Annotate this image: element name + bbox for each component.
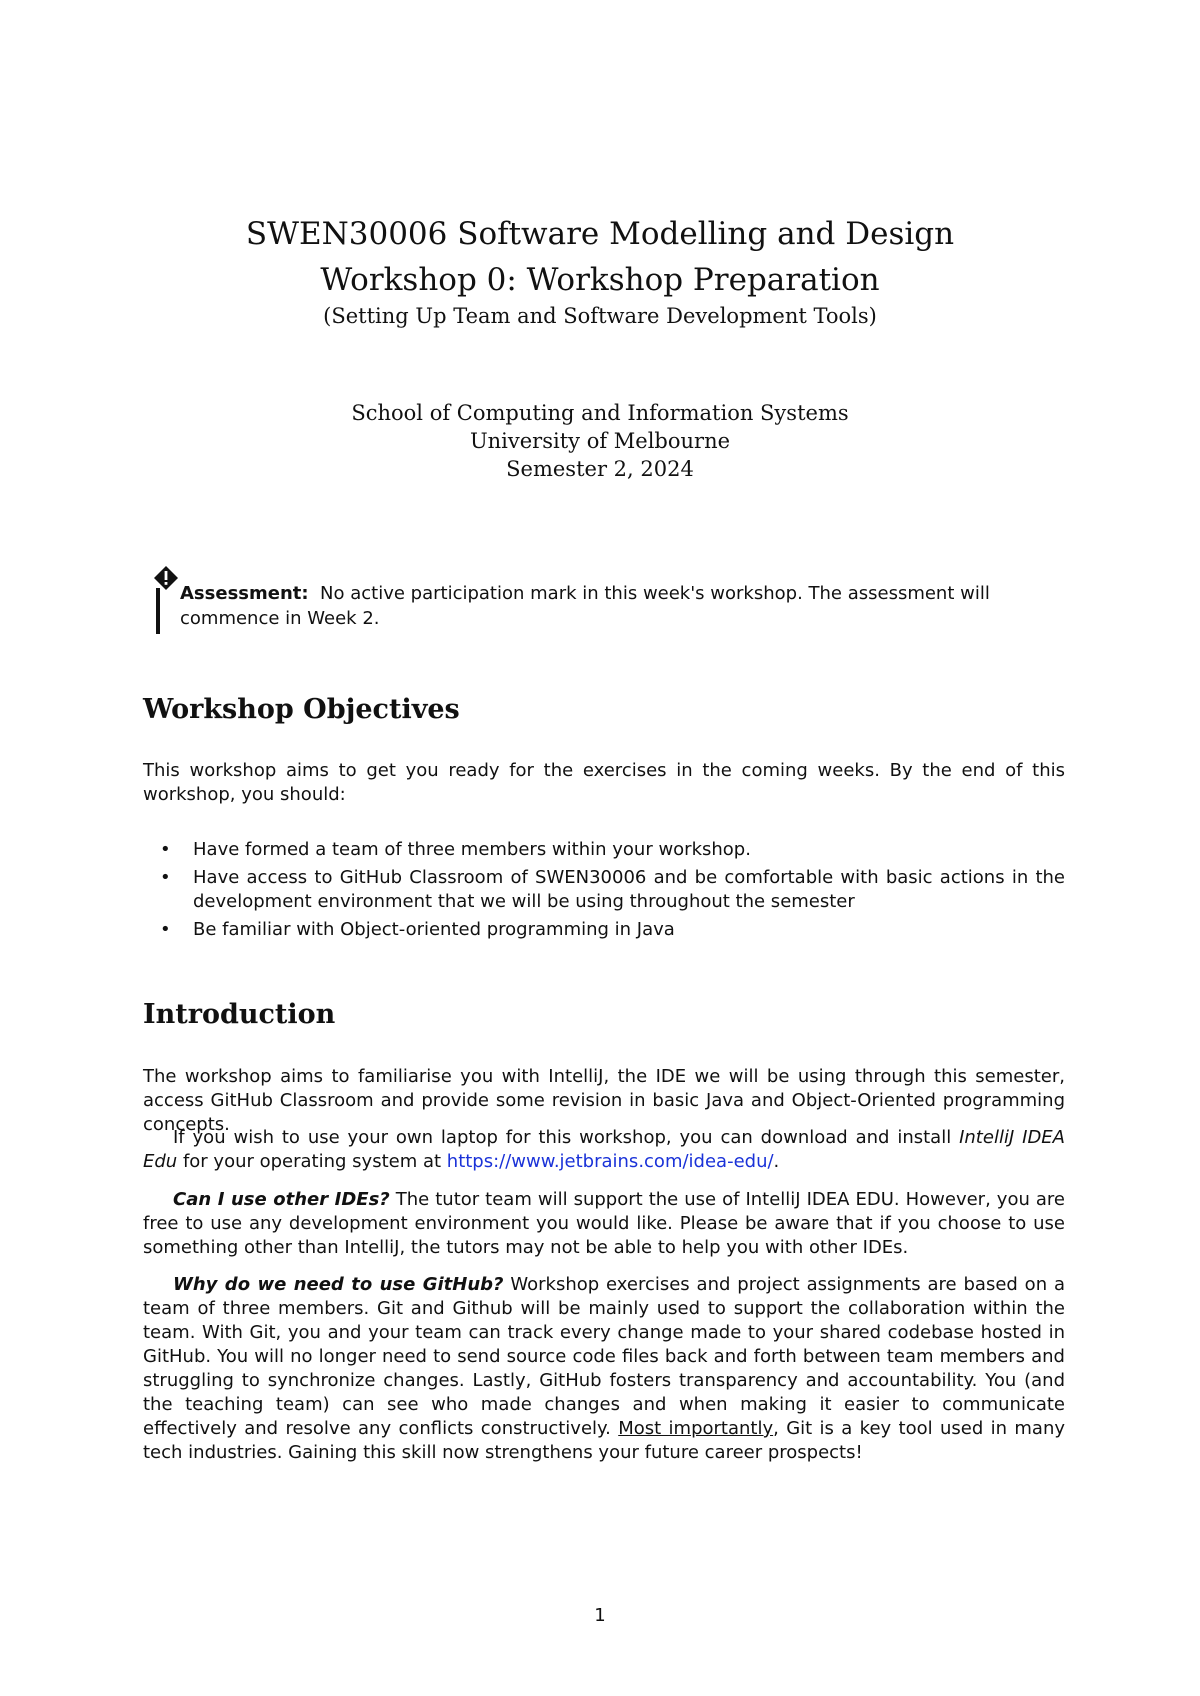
emphasis-most-importantly: Most importantly [618,1418,774,1439]
question-github: Why do we need to use GitHub? [173,1274,504,1295]
assessment-text [180,581,1070,631]
note-bar [156,588,160,634]
assessment-label: Assessment: [180,583,309,604]
course-title: SWEN30006 Software Modelling and Design [245,216,955,252]
intro-paragraph-2: If you wish to use your own laptop for this workshop, you can download and install IntelliJ IDEA Edu for your operating system at https://www.jetbrains.com/idea-edu/. [143,1127,1065,1172]
workshop-subtitle: (Setting Up Team and Software Development Tools) [323,304,877,328]
page-number: 1 [594,1605,606,1626]
workshop-title: Workshop 0: Workshop Preparation [320,262,880,298]
semester: Semester 2, 2024 [506,457,694,481]
list-item: • Have formed a team of three members within your workshop. [160,839,751,860]
assessment-body: No active participation mark in this week's workshop. The assessment will commence in Week 2. [180,583,990,629]
list-item: • Have access to GitHub Classroom of SWEN30006 and be comfortable with basic actions in the development environment that we will be using throughout the semester [160,867,1065,912]
intro-paragraph-1: The workshop aims to familiarise you with IntelliJ, the IDE we will be using through this semester, access GitHub Classroom and provide some revision in basic Java and Object-Oriented programming concepts. [143,1066,1065,1135]
objectives-intro: This workshop aims to get you ready for the exercises in the coming weeks. By the end of this workshop, you should: [143,760,1065,805]
objectives-heading: Workshop Objectives [143,694,460,725]
download-link[interactable]: https://www.jetbrains.com/idea-edu/ [446,1151,774,1172]
objectives-list [160,838,1065,946]
introduction-heading: Introduction [143,999,336,1030]
school-name: School of Computing and Information Systems [351,401,849,425]
intro-paragraph-3: Can I use other IDEs? The tutor team will support the use of IntelliJ IDEA EDU. However, you are free to use any development environment you would like. Please be aware that if you choose to use something other than IntelliJ, the tutors may not be able to help you with other IDEs. [143,1189,1065,1258]
intro-paragraph-4: Why do we need to use GitHub? Workshop exercises and project assignments are based on a team of three members. Git and Github will be mainly used to support the collaboration within the team. With Git, you and your team can track every change made to your shared codebase hosted in GitHub. You will no longer need to send source code files back and forth between team members and struggling to synchronize changes. Lastly, GitHub fosters transparency and accountability. You (and the teaching team) can see who made changes and when making it easier to communicate effectively and resolve any conflicts constructively. Most importantly, Git is a key tool used in many tech industries. Gaining this skill now strengthens your future career prospects! [143,1274,1065,1463]
list-item: • Be familiar with Object-oriented programming in Java [160,919,675,940]
university-name: University of Melbourne [469,429,731,453]
ide-name: IntelliJ IDEA Edu [143,1127,1065,1172]
question-ides: Can I use other IDEs? [173,1189,390,1210]
